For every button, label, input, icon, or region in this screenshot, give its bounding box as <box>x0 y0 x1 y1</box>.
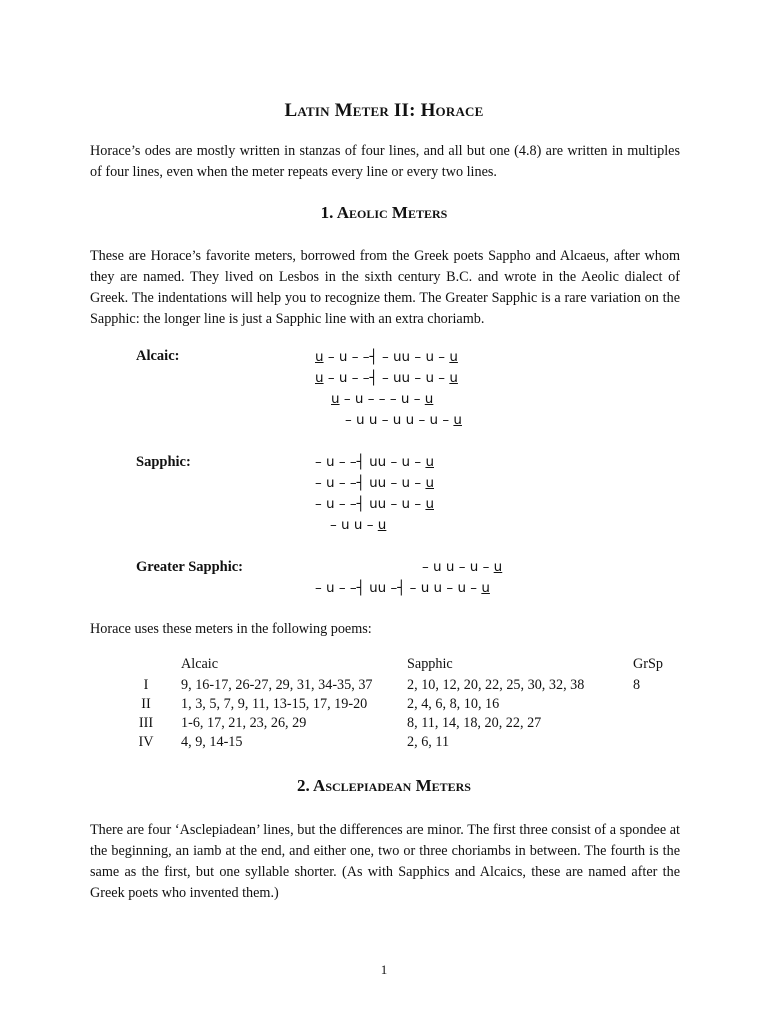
anceps-syllable: u <box>449 370 458 386</box>
alcaic-label: Alcaic: <box>136 348 180 364</box>
meter-pattern: – u – –┤ uu – u – <box>315 475 426 491</box>
anceps-syllable: u <box>425 475 434 491</box>
anceps-syllable: u <box>449 349 458 365</box>
table-cell-sapphic: 2, 10, 12, 20, 22, 25, 30, 32, 38 <box>407 677 585 693</box>
sapphic-label: Sapphic: <box>136 454 191 470</box>
uses-paragraph: Horace uses these meters in the following poems: <box>90 621 372 637</box>
section-heading-asclepiadean: 2. Asclepiadean Meters <box>296 776 471 795</box>
asclepiadean-paragraph: There are four ‘Asclepiadean’ lines, but the differences are minor. The first three consist of a spondee at the beginning, an iamb at the end, and either one, two or three choriambs in between. The fourth is the same as the first, but one syllable shorter. (As with Sapphics and Alcaics, these are named after the Greek poets who invented them.) <box>90 822 680 901</box>
greater-sapphic-label: Greater Sapphic: <box>136 559 244 575</box>
table-row-book: IV <box>138 734 154 750</box>
meter-pattern: – u – –┤ uu – u – <box>315 496 426 512</box>
table-header-sapphic: Sapphic <box>407 656 453 672</box>
table-cell-alcaic: 9, 16-17, 26-27, 29, 31, 34-35, 37 <box>181 677 373 693</box>
anceps-syllable: u <box>493 559 503 575</box>
anceps-syllable: u <box>331 391 340 407</box>
aeolic-paragraph: These are Horace’s favorite meters, borrowed from the Greek poets Sappho and Alcaeus, after whom they are named. They lived on Lesbos in the sixth century B.C. and wrote in the Aeolic dialect of Greek. The indentations will help you to recognize them. The Greater Sapphic is a rare variation on the Sapphic: the longer line is just a Sapphic line with an extra choriamb. <box>90 248 680 327</box>
section-heading-aeolic: 1. Aeolic Meters <box>320 203 448 222</box>
table-cell-alcaic: 1, 3, 5, 7, 9, 11, 13-15, 17, 19-20 <box>181 696 368 712</box>
table-header-grsp: GrSp <box>633 656 663 672</box>
anceps-syllable: u <box>315 370 324 386</box>
anceps-syllable: u <box>377 517 387 533</box>
table-row-book: II <box>141 696 151 712</box>
alcaic-line-4 <box>345 410 462 430</box>
table-cell-sapphic: 2, 6, 11 <box>407 734 450 750</box>
sapphic-line-3 <box>315 494 434 514</box>
table-row-book: I <box>143 677 149 693</box>
meter-pattern: – u – –┤ – uu – u – <box>323 370 450 386</box>
anceps-syllable: u <box>425 496 434 512</box>
page-number: 1 <box>380 962 388 977</box>
table-cell-alcaic: 1-6, 17, 21, 23, 26, 29 <box>181 715 307 731</box>
alcaic-line-3 <box>331 389 433 409</box>
anceps-syllable: u <box>425 454 434 470</box>
meter-pattern: – u – –┤ uu – u – <box>315 454 426 470</box>
sapphic-line-4 <box>330 515 386 535</box>
table-header-alcaic: Alcaic <box>181 656 219 672</box>
table-cell-sapphic: 8, 11, 14, 18, 20, 22, 27 <box>407 715 542 731</box>
page-title: Latin Meter II: Horace <box>284 100 484 121</box>
alcaic-line-2 <box>315 368 458 388</box>
anceps-syllable: u <box>424 391 434 407</box>
sapphic-line-1 <box>315 452 434 472</box>
table-cell-sapphic: 2, 4, 6, 8, 10, 16 <box>407 696 500 712</box>
greater-sapphic-line-2 <box>315 578 490 598</box>
anceps-syllable: u <box>315 349 324 365</box>
table-cell-grsp: 8 <box>633 677 641 693</box>
table-row-book: III <box>138 715 154 731</box>
meter-pattern: – u – –┤ uu –┤ – u u – u – <box>315 580 482 596</box>
alcaic-line-1 <box>315 347 458 367</box>
table-cell-alcaic: 4, 9, 14-15 <box>181 734 243 750</box>
meter-pattern: – u u – u – <box>422 559 494 575</box>
meter-pattern: – u – –┤ – uu – u – <box>323 349 450 365</box>
anceps-syllable: u <box>453 412 462 428</box>
greater-sapphic-line-1 <box>422 557 502 577</box>
intro-paragraph: Horace’s odes are mostly written in stanzas of four lines, and all but one (4.8) are written in multiples of four lines, even when the meter repeats every line or every two lines. <box>90 143 680 180</box>
meter-pattern: – u u – <box>330 517 378 533</box>
meter-pattern: – u u – u u – u – <box>345 412 454 428</box>
meter-pattern: – u – – – u – <box>339 391 425 407</box>
anceps-syllable: u <box>481 580 490 596</box>
sapphic-line-2 <box>315 473 434 493</box>
